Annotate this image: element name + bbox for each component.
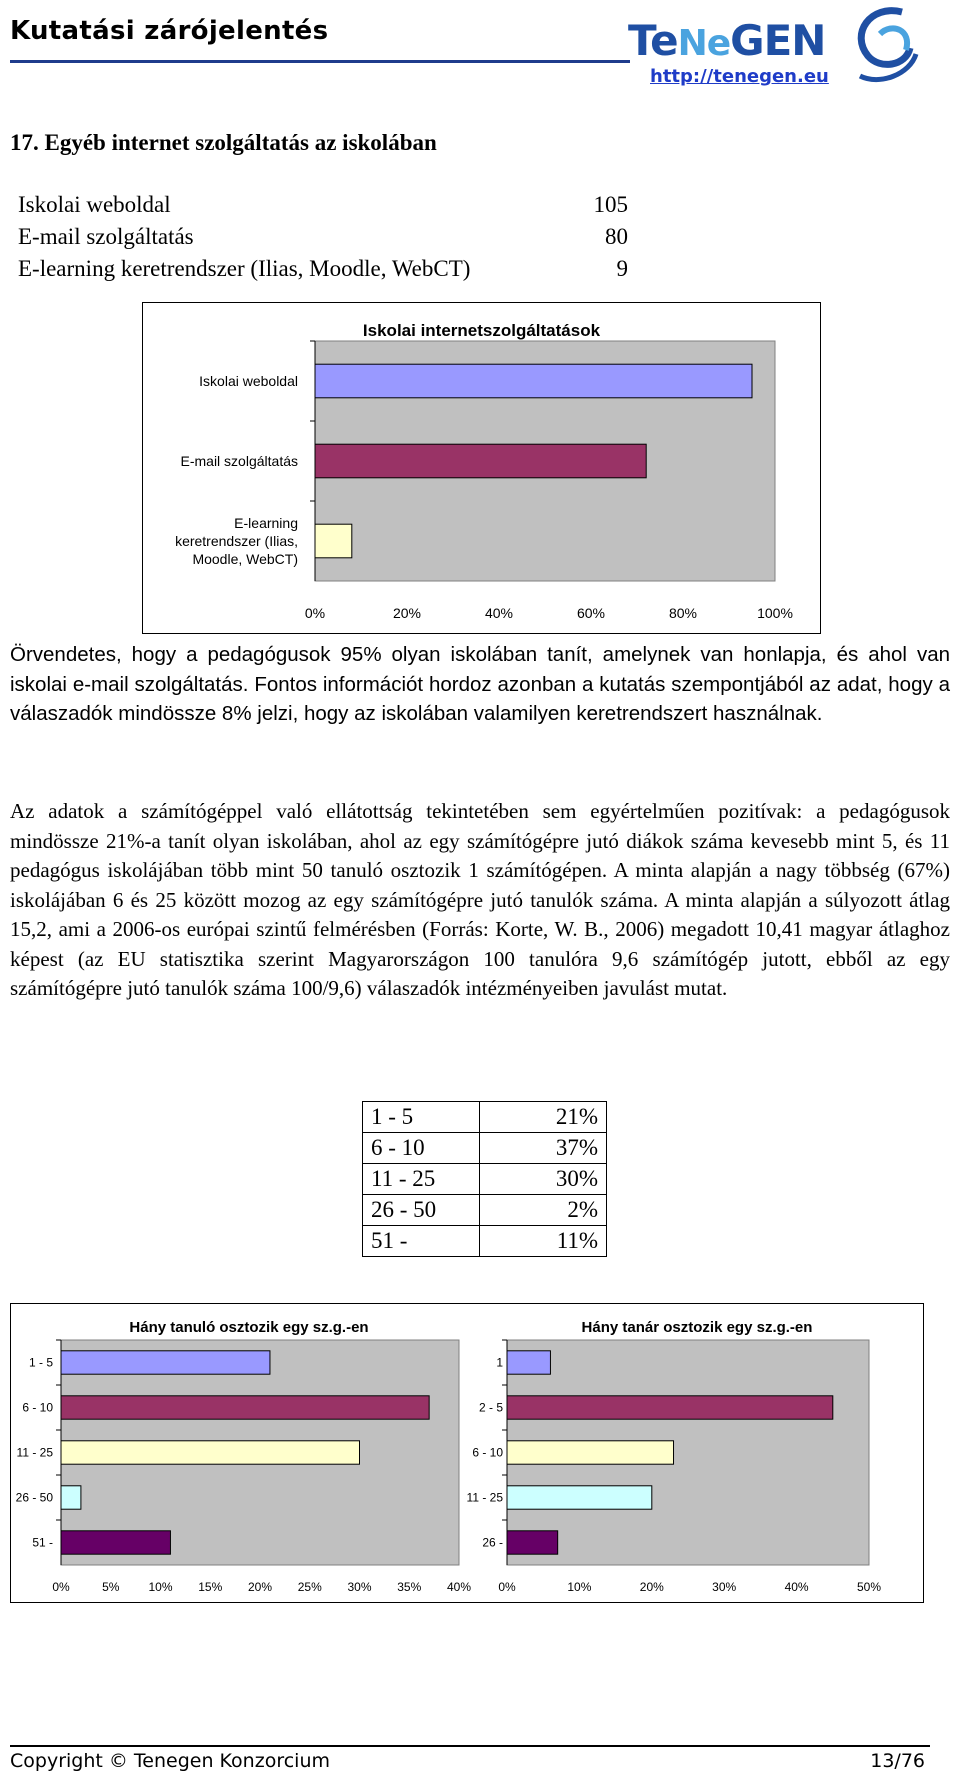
x-tick-label: 10% bbox=[148, 1580, 173, 1594]
footer-rule bbox=[10, 1745, 930, 1747]
bar bbox=[507, 1396, 833, 1419]
x-tick-label: 50% bbox=[856, 1580, 882, 1594]
x-tick-label: 40% bbox=[484, 605, 514, 621]
bar bbox=[61, 1531, 170, 1554]
bar bbox=[507, 1486, 652, 1509]
section-heading: 17. Egyéb internet szolgáltatás az iskolában bbox=[10, 130, 437, 155]
pct-cell: 37% bbox=[480, 1133, 607, 1164]
x-tick-label: 40% bbox=[784, 1580, 809, 1594]
table-row bbox=[363, 1226, 607, 1257]
category-label: Iskolai weboldal bbox=[199, 372, 298, 389]
service-label: E-mail szolgáltatás bbox=[18, 224, 194, 249]
table-row bbox=[363, 1195, 607, 1226]
service-row bbox=[18, 192, 628, 222]
students-per-computer-chart bbox=[11, 1304, 472, 1602]
category-label: 1 - 5 bbox=[28, 1355, 53, 1370]
service-value: 80 bbox=[605, 224, 628, 249]
pct-cell: 2% bbox=[480, 1195, 607, 1226]
pct-cell: 30% bbox=[480, 1164, 607, 1195]
logo-part-te: Te bbox=[628, 16, 678, 65]
x-tick-label: 0% bbox=[52, 1580, 70, 1594]
bar bbox=[315, 444, 646, 478]
header-rule bbox=[10, 60, 630, 63]
logo-part-gen: GEN bbox=[730, 16, 826, 65]
x-tick-label: 40% bbox=[446, 1580, 472, 1594]
table-row bbox=[363, 1102, 607, 1133]
service-value: 105 bbox=[593, 192, 628, 217]
paragraph-intro: Örvendetes, hogy a pedagógusok 95% olyan iskolában tanít, amelynek van honlapja, és ahol van iskolai e-mail szolgáltatás. Fontos információt hordoz azonban a kutatás szempontjából az adat, hogy a válaszadók mindössze 8% jelzi, hogy az iskolában valamilyen keretrendszert használnak. bbox=[10, 643, 950, 725]
chart-title: Hány tanár osztozik egy sz.g.-en bbox=[581, 1319, 813, 1336]
small-charts-frame bbox=[10, 1303, 924, 1603]
bar bbox=[61, 1351, 270, 1374]
logo-wordmark bbox=[628, 16, 825, 65]
pct-cell: 21% bbox=[480, 1102, 607, 1133]
distribution-table bbox=[362, 1101, 607, 1257]
x-tick-label: 80% bbox=[668, 605, 698, 621]
x-tick-label: 15% bbox=[198, 1580, 223, 1594]
pct-cell: 11% bbox=[480, 1226, 607, 1257]
x-tick-label: 10% bbox=[567, 1580, 592, 1594]
chart-svg bbox=[143, 303, 820, 633]
service-value: 9 bbox=[616, 256, 628, 281]
category-label: 6 - 10 bbox=[472, 1445, 503, 1460]
category-label: E-learning keretrendszer (Ilias, Moodle, WebCT) bbox=[175, 514, 298, 567]
category-label: 2 - 5 bbox=[478, 1400, 503, 1415]
service-label: Iskolai weboldal bbox=[18, 192, 171, 217]
x-tick-label: 0% bbox=[304, 605, 326, 621]
x-tick-label: 30% bbox=[347, 1580, 372, 1594]
category-label: 26 - bbox=[482, 1535, 503, 1550]
document-title: Kutatási zárójelentés bbox=[10, 16, 329, 46]
x-tick-label: 20% bbox=[392, 605, 422, 621]
range-cell: 1 - 5 bbox=[363, 1102, 480, 1133]
teachers-per-computer-chart bbox=[467, 1304, 923, 1602]
bar bbox=[61, 1441, 360, 1464]
tenegen-logo bbox=[620, 4, 920, 90]
x-tick-label: 20% bbox=[639, 1580, 664, 1594]
logo-swirl-icon bbox=[840, 4, 920, 84]
category-label: 6 - 10 bbox=[22, 1400, 53, 1415]
page-header bbox=[0, 0, 960, 90]
x-tick-label: 20% bbox=[247, 1580, 273, 1594]
range-cell: 6 - 10 bbox=[363, 1133, 480, 1164]
bar bbox=[315, 524, 352, 558]
x-tick-label: 5% bbox=[102, 1580, 120, 1594]
bar bbox=[507, 1351, 550, 1374]
service-row bbox=[18, 256, 628, 286]
bar bbox=[61, 1486, 81, 1509]
range-cell: 51 - bbox=[363, 1226, 480, 1257]
chart-title: Hány tanuló osztozik egy sz.g.-en bbox=[129, 1319, 369, 1336]
logo-part-ne: Ne bbox=[677, 23, 731, 64]
paragraph-computers: Az adatok a számítógéppel való ellátottság tekintetében sem egyértelműen pozitívak: a pedagógusok mindössze 21%-a tanít olyan iskolában, ahol az egy számítógépre jutó diákok száma kevesebb mint 5, és 11 pedagógus iskolájában több mint 50 tanuló osztozik 1 számítógépen. A minta alapján a nagy többség (67%) iskolájában 6 és 25 között mozog az egy számítógépre jutó tanulók száma. A minta alapján a súlyozott átlag 15,2, ami a 2006-os európai szintű felmérésben (Forrás: Korte, W. B., 2006) megadott 10,41 magyar átlaghoz képest (az EU statisztika szerint Magyarországon 100 tanulóra 9,6 számítógép jutott, ebből az egy számítógépre jutó tanulók száma 100/9,6) válaszadók intézményeiben javulást mutat. bbox=[10, 799, 950, 1000]
x-tick-label: 0% bbox=[498, 1580, 516, 1594]
category-label: E-mail szolgáltatás bbox=[180, 452, 298, 469]
category-label: 11 - 25 bbox=[466, 1490, 503, 1505]
x-tick-label: 60% bbox=[576, 605, 606, 621]
bar bbox=[61, 1396, 429, 1419]
chart-title: Iskolai internetszolgáltatások bbox=[362, 321, 601, 340]
bar bbox=[315, 364, 752, 398]
footer-copyright: Copyright © Tenegen Konzorcium bbox=[10, 1750, 330, 1772]
service-label: E-learning keretrendszer (Ilias, Moodle, WebCT) bbox=[18, 256, 471, 281]
logo-url-link[interactable]: http://tenegen.eu bbox=[650, 66, 829, 87]
bar bbox=[507, 1441, 674, 1464]
x-tick-label: 100% bbox=[757, 605, 793, 621]
bar bbox=[507, 1531, 558, 1554]
category-label: 26 - 50 bbox=[15, 1490, 53, 1505]
range-cell: 26 - 50 bbox=[363, 1195, 480, 1226]
internet-services-chart bbox=[142, 302, 821, 634]
range-cell: 11 - 25 bbox=[363, 1164, 480, 1195]
x-tick-label: 30% bbox=[712, 1580, 737, 1594]
table-row bbox=[363, 1164, 607, 1195]
x-tick-label: 35% bbox=[397, 1580, 422, 1594]
category-label: 11 - 25 bbox=[16, 1445, 53, 1460]
category-label: 1 bbox=[496, 1355, 503, 1370]
category-label: 51 - bbox=[32, 1535, 53, 1550]
table-row bbox=[363, 1133, 607, 1164]
x-tick-label: 25% bbox=[297, 1580, 322, 1594]
service-row bbox=[18, 224, 628, 254]
footer-page-number: 13/76 bbox=[870, 1750, 925, 1772]
